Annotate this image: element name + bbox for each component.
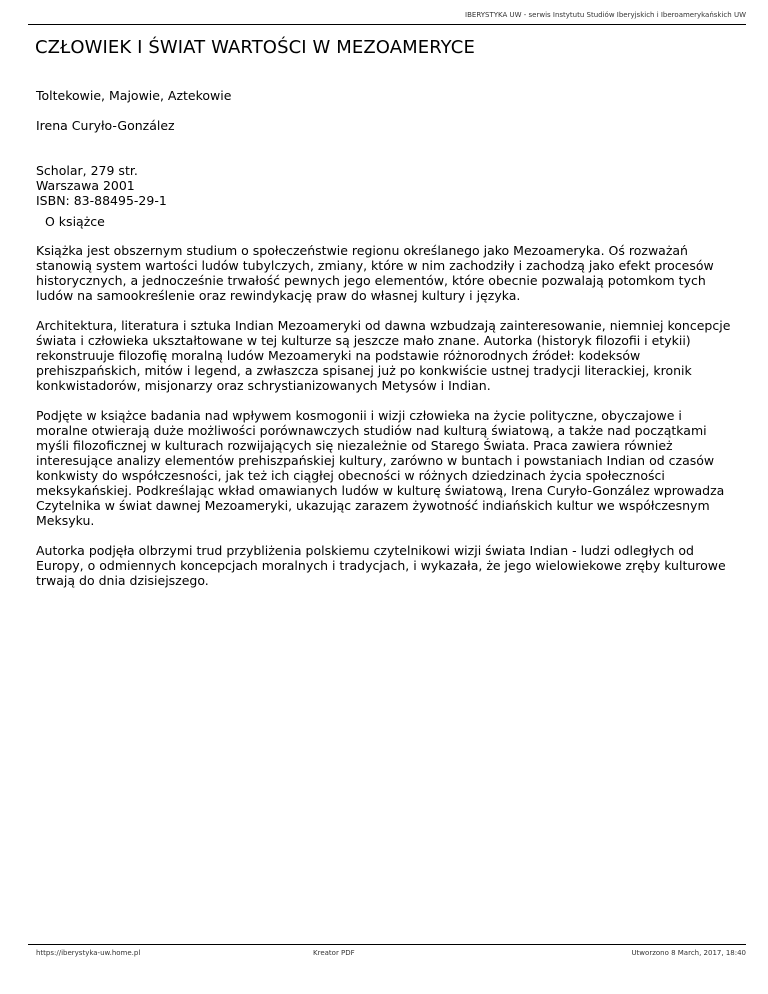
article-body (36, 88, 736, 603)
body-paragraph: Książka jest obszernym studium o społeczeństwie regionu określanego jako Mezoameryka. Oś rozważań stanowią system wartości ludów tubylczych, zmiany, które w nim zachodziły i zachodzą jako efekt procesów historycznych, a jednocześnie trwałość pewnych jego elementów, które obecnie pozwalają potomkom tych ludów na samookreślenie oraz rewindykację praw do własnej kultury i języka. (36, 243, 714, 303)
book-subtitle: Toltekowie, Majowie, Aztekowie (36, 88, 232, 103)
header-divider (28, 24, 746, 25)
body-paragraph: Podjęte w książce badania nad wpływem kosmogonii i wizji człowieka na życie polityczne, obyczajowe i moralne otwierają duże możliwości porównawczych studiów nad kulturą światową, a także nad początkami myśli filozoficznej w kulturach rozwijających się niezależnie od Starego Świata. Praca zawiera również interesujące analizy elementów prehiszpańskiej kultury, zarówno w buntach i powstaniach Indian od czasów konkwisty do współczesności, jak też ich ciągłej obecności w różnych dziedzinach życia społeczności meksykańskiej. Podkreślając wkład omawianych ludów w kulturę światową, Irena Curyło-González wprowadza Czytelnika w świat dawnej Mezoameryki, ukazując zarazem żywotność indiańskich kultur we współczesnym Meksyku. (36, 408, 725, 528)
isbn-line: ISBN: 83-88495-29-1 (36, 193, 167, 208)
body-paragraph: Autorka podjęła olbrzymi trud przybliżenia polskiemu czytelnikowi wizji świata Indian - ludzi odległych od Europy, o odmiennych koncepcjach moralnych i tradycjach, i wykazała, że jego wielowiekowe zręby kulturowe trwają do dnia dzisiejszego. (36, 543, 726, 588)
page-title: CZŁOWIEK I ŚWIAT WARTOŚCI W MEZOAMERYCE (35, 37, 475, 58)
place-year-line: Warszawa 2001 (36, 178, 135, 193)
body-paragraph: Architektura, literatura i sztuka Indian Mezoameryki od dawna wzbudzają zainteresowanie, niemniej koncepcje świata i człowieka ukształtowane w tej kulturze są jeszcze mało znane. Autorka (historyk filozofii i etykii) rekonstruuje filozofię moralną ludów Mezoameryki na podstawie różnorodnych źródeł: kodeksów prehiszpańskich, mitów i legend, a zwłaszcza spisanej już po konkwiście ustnej tradycji literackiej, kronik konkwistadorów, misjonarzy oraz schrystianizowanych Metysów i Indian. (36, 318, 731, 393)
footer-url: https://iberystyka-uw.home.pl (36, 949, 141, 957)
running-header: IBERYSTYKA UW - serwis Instytutu Studiów Iberyjskich i Iberoamerykańskich UW (465, 11, 746, 19)
section-heading: O książce (45, 214, 105, 229)
footer-divider (28, 944, 746, 945)
document-page (28, 0, 746, 994)
footer-created-date: Utworzono 8 March, 2017, 18:40 (631, 949, 746, 957)
footer-generator: Kreator PDF (313, 949, 355, 957)
publisher-line: Scholar, 279 str. (36, 163, 138, 178)
book-author: Irena Curyło-González (36, 118, 175, 133)
publication-info (36, 163, 736, 208)
